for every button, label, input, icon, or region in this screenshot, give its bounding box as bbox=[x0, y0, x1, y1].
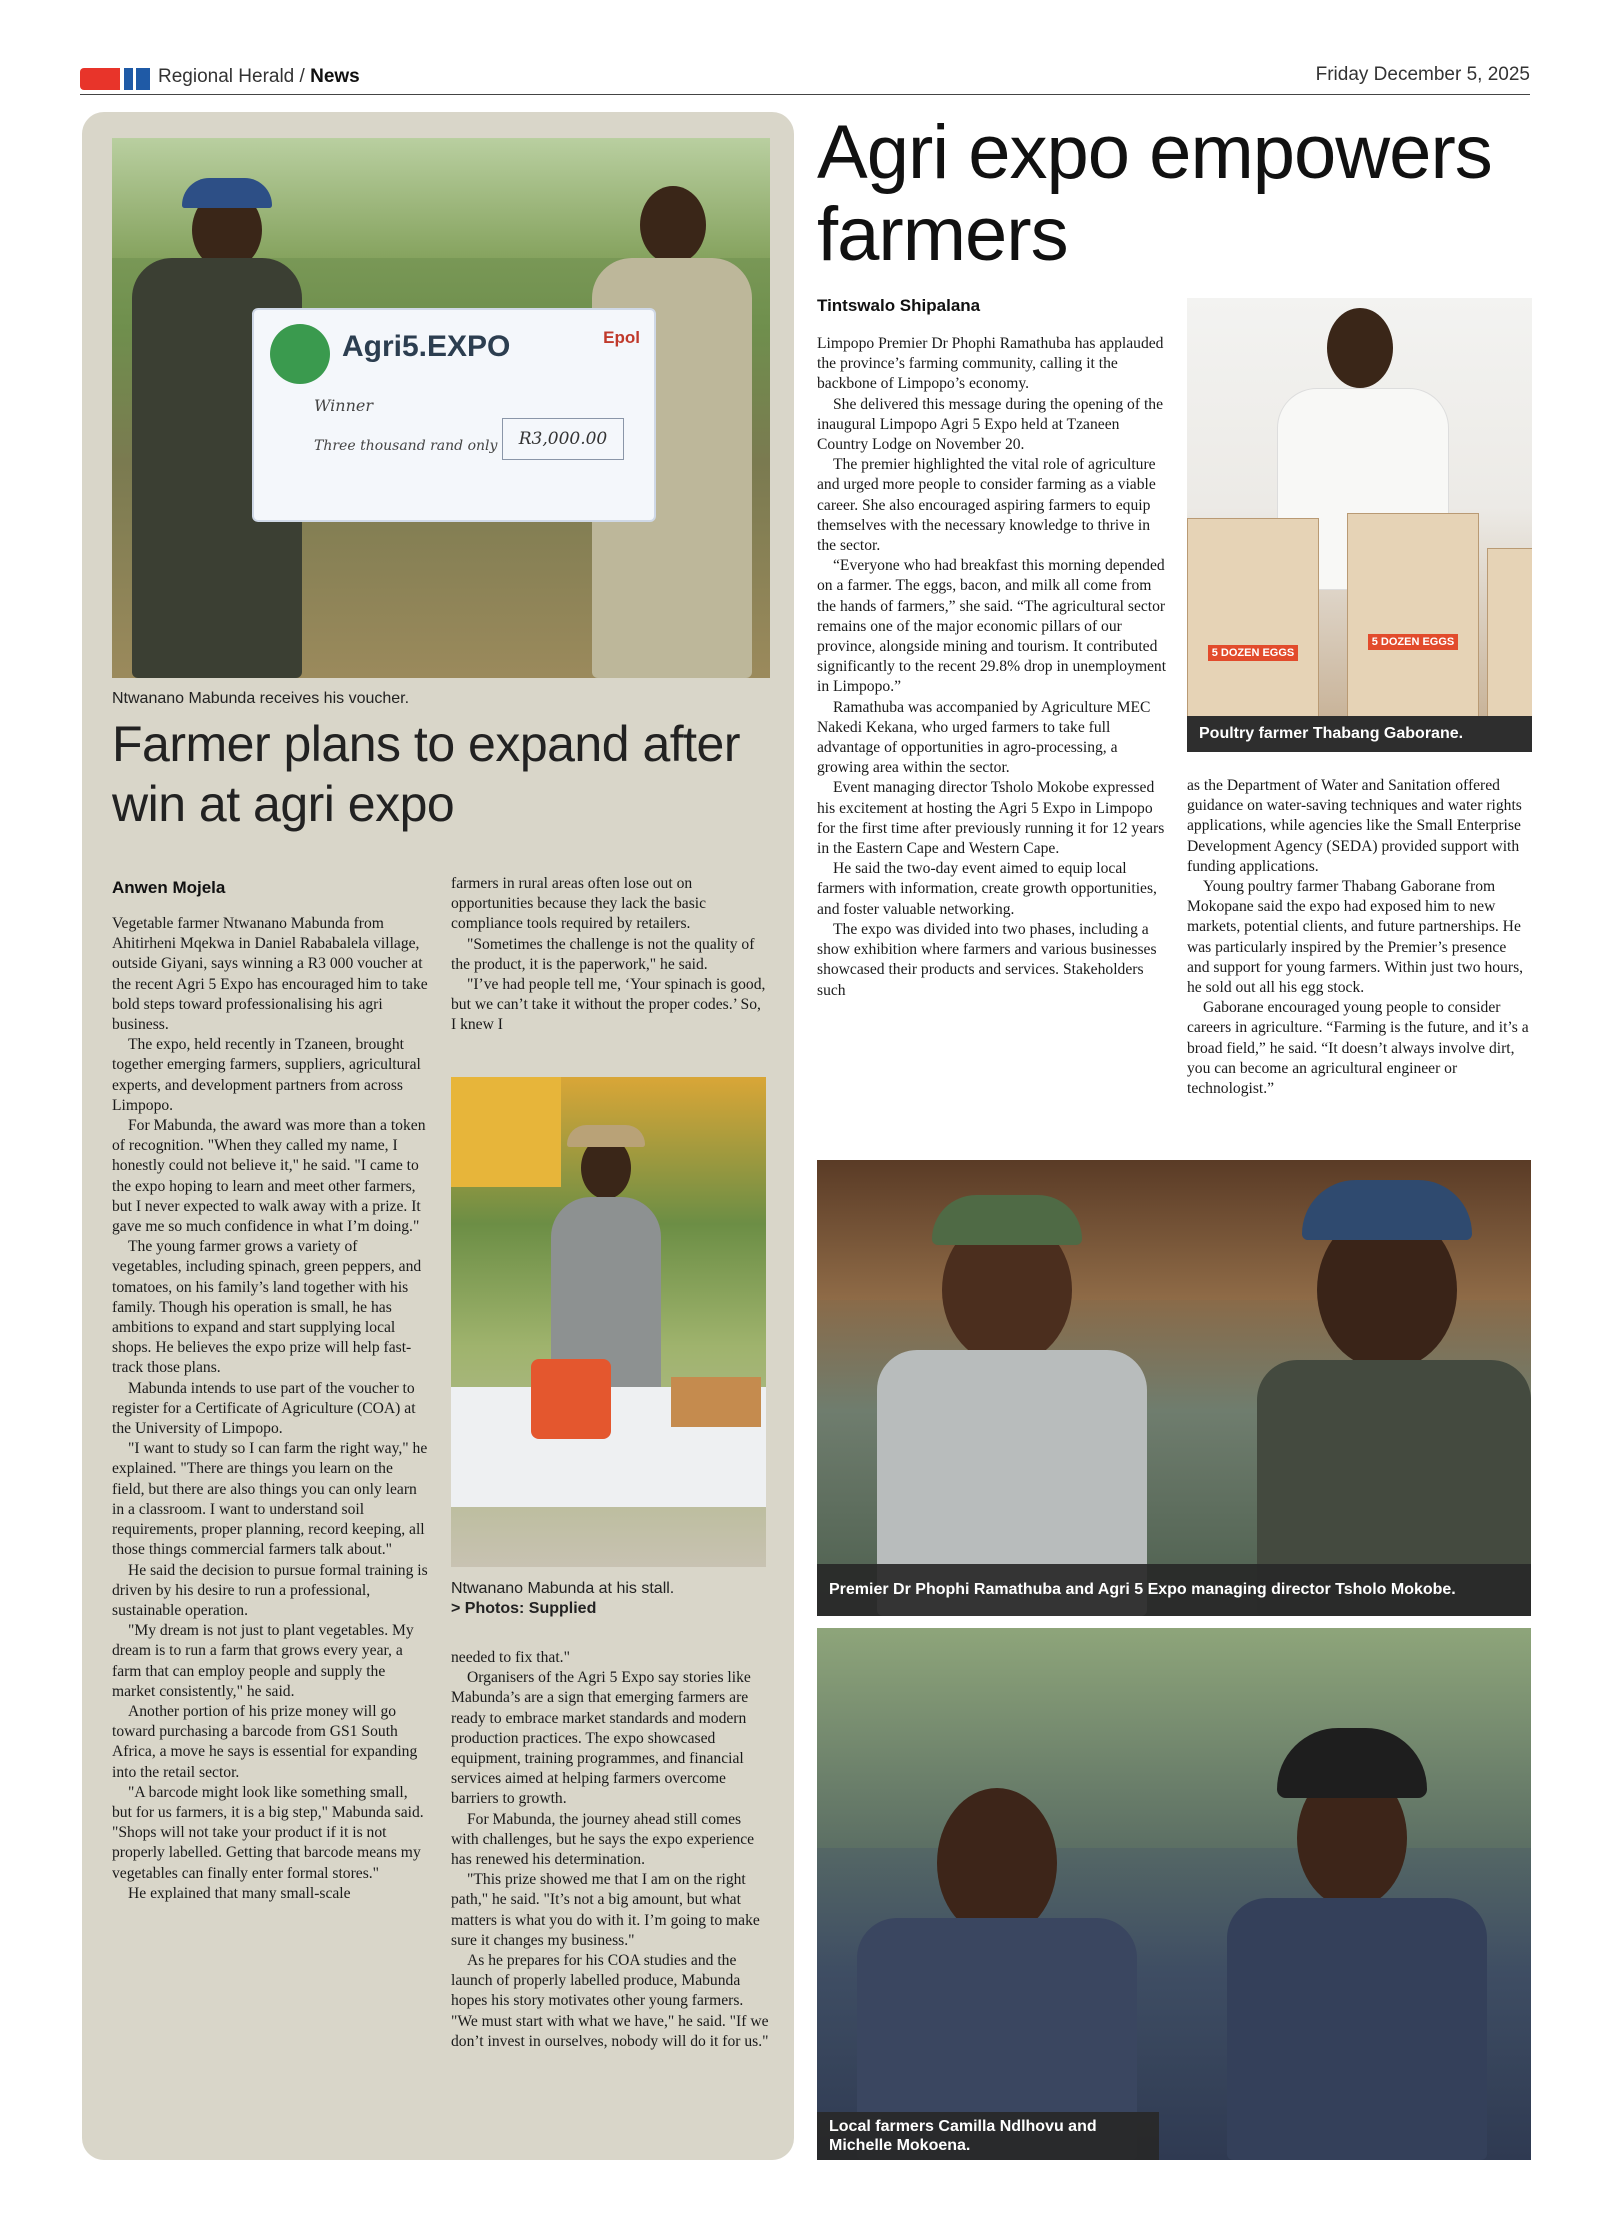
side-story-column-1 bbox=[112, 914, 428, 1904]
masthead-blue-bar bbox=[136, 68, 150, 90]
paragraph: Young poultry farmer Thabang Gaborane from Mokopane said the expo had exposed him to new markets, potential clients, and future partnerships. He was particularly inspired by the Premier’s presence and support for young farmers. Within just two hours, he sold out all his egg stock. bbox=[1187, 878, 1524, 997]
publication-name: Regional Herald bbox=[158, 66, 295, 87]
paragraph: He said the two-day event aimed to equip local farmers with information, create growth opportunities, and foster valuable networking. bbox=[817, 860, 1157, 918]
person-head bbox=[640, 186, 706, 264]
egg-box bbox=[1487, 548, 1532, 716]
side-story-headline: Farmer plans to expand after win at agri expo bbox=[112, 716, 740, 832]
paragraph: The young farmer grows a variety of vegetables, including spinach, green peppers, and tomatoes, on his family’s land together with his family. Though his operation is small, he has ambitions to expand and start supplying local shops. He believes the expo prize will help fast-track those plans. bbox=[112, 1238, 422, 1377]
orange-bucket bbox=[531, 1359, 611, 1439]
paragraph: She delivered this message during the opening of the inaugural Limpopo Agri 5 Expo held at Tzaneen Country Lodge on November 20. bbox=[817, 395, 1163, 454]
voucher-cheque bbox=[252, 308, 656, 522]
cheque-payee: Winner bbox=[314, 396, 374, 415]
farmer-michelle bbox=[1227, 1898, 1487, 2160]
egg-box-label: 5 DOZEN EGGS bbox=[1368, 634, 1458, 650]
paragraph: For Mabunda, the award was more than a token of recognition. "When they called my name, I honestly could not believe it," he said. "I came to the expo hoping to learn and meet other farmers, but I never expected to walk away with a prize. It gave me so much confidence in what I’m doing." bbox=[112, 1117, 426, 1236]
side-story-byline: Anwen Mojela bbox=[112, 878, 226, 897]
egg-box-label: 5 DOZEN EGGS bbox=[1208, 645, 1298, 661]
paragraph: Vegetable farmer Ntwanano Mabunda from Ahitirheni Mqekwa in Daniel Rababalela village, outside Giyani, says winning a R3 000 voucher at the recent Agri 5 Expo has encouraged him to take bold steps toward professionalising his agri business. bbox=[112, 915, 428, 1034]
egg-box bbox=[1347, 513, 1479, 716]
paragraph: The expo was divided into two phases, including a show exhibition where farmers and various businesses showcased their products and services. Stakeholders such bbox=[817, 920, 1157, 999]
paragraph: "This prize showed me that I am on the right path," he said. "It’s not a big amount, but what matters is what you do with it. I’m going to make sure it changes my business." bbox=[451, 1871, 760, 1949]
cheque-brand: Agri5.EXPO bbox=[342, 330, 511, 363]
header-rule bbox=[80, 94, 1530, 95]
paragraph: "I want to study so I can farm the right way," he explained. "There are things you learn on the field, but there are also things you can only learn in a classroom. I want to understand soil requirements, proper planning, record keeping, all those things commercial farmers talk about." bbox=[112, 1440, 428, 1559]
agri5-logo-icon bbox=[270, 324, 330, 384]
paragraph: He said the decision to pursue formal training is driven by his desire to run a professional, sustainable operation. bbox=[112, 1561, 428, 1619]
paragraph: As he prepares for his COA studies and the launch of properly labelled produce, Mabunda hopes his story motivates other young farmers. "We must start with what we have," he said. "If we don’t invest in ourselves, nobody will do it for us." bbox=[451, 1952, 769, 2050]
photo-credit: > Photos: Supplied bbox=[451, 1600, 597, 1617]
main-story-column-2 bbox=[1187, 776, 1532, 1099]
hat bbox=[567, 1125, 645, 1147]
paragraph: The expo, held recently in Tzaneen, brought together emerging farmers, suppliers, agricultural experts, and development partners from across Limpopo. bbox=[112, 1036, 421, 1114]
paragraph: “Everyone who had breakfast this morning depended on a farmer. The eggs, bacon, and milk all come from the hands of farmers,” she said. “The agricultural sector remains one of the major economic pillars of our province, alongside mining and tourism. It contributed significantly to the recent 29.8% drop in unemployment in Limpopo.” bbox=[817, 557, 1167, 696]
camo-cap bbox=[932, 1195, 1082, 1245]
section-separator: / bbox=[294, 66, 311, 87]
paragraph: as the Department of Water and Sanitation offered guidance on water-saving techniques and water rights applications, while agencies like the Small Enterprise Development Agency (SEDA) provided support with funding applications. bbox=[1187, 777, 1522, 875]
tent-banner bbox=[451, 1077, 561, 1187]
cheque-amount-words: Three thousand rand only bbox=[314, 438, 498, 454]
paragraph: For Mabunda, the journey ahead still comes with challenges, but he says the expo experience has renewed his determination. bbox=[451, 1810, 755, 1869]
side-story-column-2-top bbox=[451, 874, 769, 1036]
poultry-photo bbox=[1187, 298, 1532, 716]
paragraph: Event managing director Tsholo Mokobe expressed his excitement at hosting the Agri 5 Expo in Limpopo for the first time after previously running it for 12 years in the Eastern Cape and Western Cape. bbox=[817, 779, 1165, 858]
person-head bbox=[937, 1788, 1057, 1938]
stall-photo bbox=[451, 1077, 766, 1567]
side-story-column-2-bottom bbox=[451, 1648, 769, 2052]
paragraph: Gaborane encouraged young people to consider careers in agriculture. “Farming is the future, and it’s a broad field,” he said. “It doesn’t always involve dirt, you can become an agricultural engineer or technologist.” bbox=[1187, 999, 1529, 1098]
voucher-caption: Ntwanano Mabunda receives his voucher. bbox=[112, 690, 410, 707]
voucher-photo bbox=[112, 138, 770, 678]
paragraph: Organisers of the Agri 5 Expo say stories like Mabunda’s are a sign that emerging farmers are ready to embrace market standards and modern production practices. The expo showcased equipment, training programmes, and financial services aimed at helping farmers overcome barriers to growth. bbox=[451, 1669, 751, 1808]
poultry-caption: Poultry farmer Thabang Gaborane. bbox=[1187, 716, 1532, 752]
paragraph: Mabunda intends to use part of the voucher to register for a Certificate of Agriculture (COA) at the University of Limpopo. bbox=[112, 1379, 416, 1438]
premier-photo bbox=[817, 1160, 1531, 1616]
section-label bbox=[158, 66, 360, 88]
paragraph: needed to fix that." bbox=[451, 1649, 570, 1666]
crowd-background bbox=[817, 1628, 1531, 1848]
farmers-caption-line-1: Local farmers Camilla Ndlhovu and bbox=[829, 2118, 1097, 2135]
main-headline: Agri expo empowers farmers bbox=[817, 110, 1492, 277]
cheque-amount: R3,000.00 bbox=[502, 418, 624, 460]
farmers-caption-line-2: Michelle Mokoena. bbox=[829, 2137, 971, 2154]
masthead-red-block bbox=[80, 68, 120, 90]
egg-box bbox=[1187, 518, 1319, 716]
farmers-photo bbox=[817, 1628, 1531, 2160]
paragraph: Ramathuba was accompanied by Agriculture MEC Nakedi Kekana, who urged farmers to take full advantage of opportunities in agro-processing, a growing area within the sector. bbox=[817, 698, 1151, 777]
main-byline: Tintswalo Shipalana bbox=[817, 296, 981, 315]
navy-cap bbox=[1302, 1180, 1472, 1240]
cap bbox=[182, 178, 272, 208]
paragraph: Limpopo Premier Dr Phophi Ramathuba has applauded the province’s farming community, calling it the backbone of Limpopo’s economy. bbox=[817, 335, 1164, 393]
produce-box bbox=[671, 1377, 761, 1427]
paragraph: "Sometimes the challenge is not the quality of the product, it is the paperwork," he said. bbox=[451, 935, 755, 973]
masthead-blue-bar bbox=[124, 68, 133, 90]
paragraph: He explained that many small-scale bbox=[128, 1884, 351, 1902]
main-story-column-1 bbox=[817, 334, 1167, 1001]
stall-caption: Ntwanano Mabunda at his stall. bbox=[451, 1580, 675, 1597]
paragraph: "A barcode might look like something small, but for us farmers, it is a big step," Mabunda said. "Shops will not take your product if it is not properly labelled. Getting that barcode means my vegetables can finally enter formal stores." bbox=[112, 1783, 424, 1882]
paragraph: farmers in rural areas often lose out on opportunities because they lack the basic compliance tools required by retailers. bbox=[451, 875, 707, 933]
paragraph: "I’ve had people tell me, ‘Your spinach is good, but we can’t take it without the proper codes.’ So, I knew I bbox=[451, 976, 766, 1034]
issue-date: Friday December 5, 2025 bbox=[1315, 64, 1530, 85]
section-name: News bbox=[310, 66, 360, 87]
farmers-caption bbox=[817, 2112, 1159, 2160]
premier-caption: Premier Dr Phophi Ramathuba and Agri 5 Expo managing director Tsholo Mokobe. bbox=[817, 1564, 1531, 1616]
paragraph: "My dream is not just to plant vegetables. My dream is to run a farm that grows every year, a farm that can employ people and supply the market consistently," he said. bbox=[112, 1622, 414, 1700]
person-head bbox=[1327, 308, 1393, 388]
cheque-sponsor: Epol bbox=[603, 328, 640, 347]
paragraph: The premier highlighted the vital role of agriculture and urged more people to consider farming as a viable career. She also encouraged aspiring farmers to equip themselves with the necessary knowledge to thrive in the sector. bbox=[817, 456, 1156, 555]
paragraph: Another portion of his prize money will go toward purchasing a barcode from GS1 South Africa, a move he says is essential for expanding into the retail sector. bbox=[112, 1702, 418, 1781]
